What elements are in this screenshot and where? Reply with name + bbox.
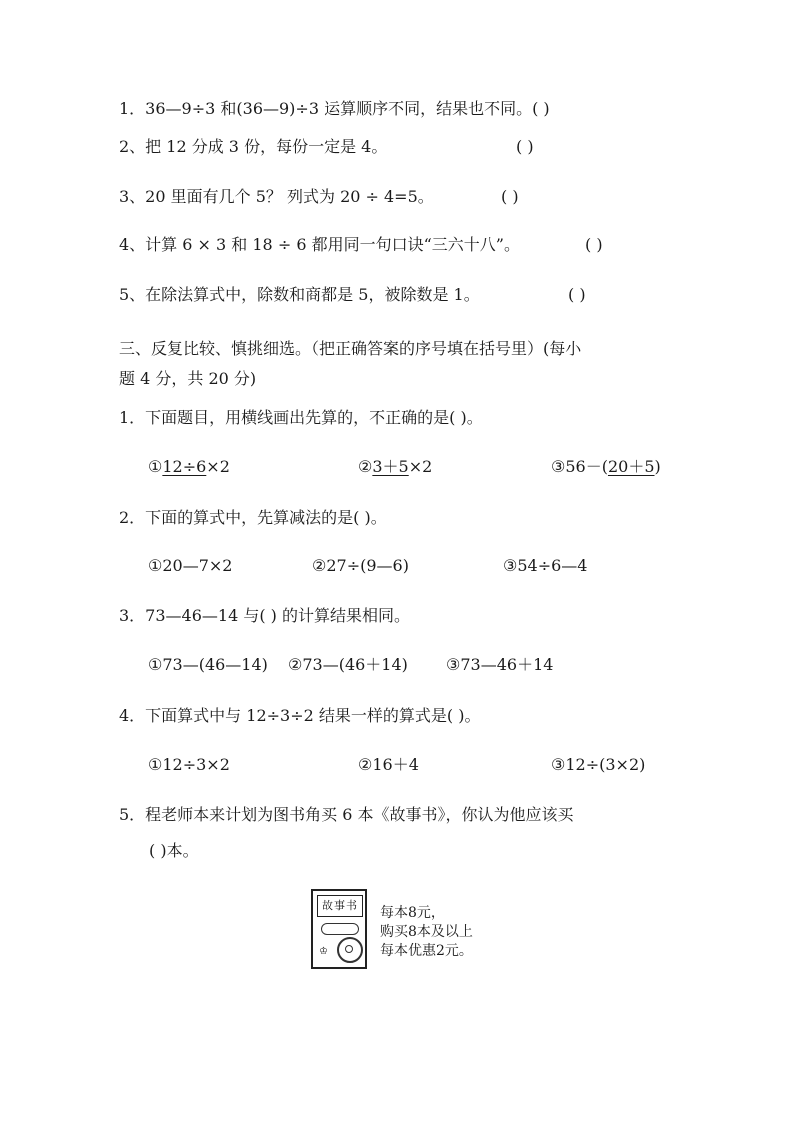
judge-item-2: 2、把 12 分成 3 份，每份一定是 4。 [119, 137, 388, 156]
book-cover-title: 故事书 [317, 895, 363, 917]
question-1-option-3[interactable]: ③56－(20＋5) [551, 457, 661, 476]
question-2-option-3[interactable]: ③54÷6—4 [503, 556, 588, 575]
question-4-option-3[interactable]: ③12÷(3×2) [551, 755, 646, 774]
question-1-option-1[interactable]: ①12÷6×2 [148, 457, 230, 476]
price-note-line-1: 每本8元， [380, 905, 445, 921]
question-5-stem: 5．程老师本来计划为图书角买 6 本《故事书》，你认为他应该买 [119, 805, 574, 824]
price-note-line-3: 每本优惠2元。 [380, 943, 473, 959]
judge-item-5: 5、在除法算式中，除数和商都是 5，被除数是 1。 [119, 285, 480, 304]
section-3-heading: 三、反复比较、慎挑细选。（把正确答案的序号填在括号里）(每小 [119, 339, 582, 358]
judge-item-4: 4、计算 6 × 3 和 18 ÷ 6 都用同一句口诀“三六十八”。 [119, 235, 520, 254]
question-2-option-2[interactable]: ②27÷(9—6) [312, 556, 409, 575]
answer-paren-3[interactable]: ( ) [501, 187, 519, 206]
question-1-stem: 1．下面题目，用横线画出先算的，不正确的是( )。 [119, 408, 483, 427]
question-3-stem: 3．73—46—14 与( ) 的计算结果相同。 [119, 606, 411, 625]
price-note-line-2: 购买8本及以上 [380, 924, 473, 940]
question-5-answer[interactable]: ( )本。 [149, 841, 199, 860]
question-3-option-2[interactable]: ②73—(46＋14) [288, 655, 408, 674]
answer-paren-2[interactable]: ( ) [516, 137, 534, 156]
question-1-option-2[interactable]: ②3＋5×2 [358, 457, 433, 476]
question-4-stem: 4．下面算式中与 12÷3÷2 结果一样的算式是( )。 [119, 706, 481, 725]
answer-paren-4[interactable]: ( ) [585, 235, 603, 254]
cloud-icon [321, 923, 359, 935]
question-2-option-1[interactable]: ①20—7×2 [148, 556, 233, 575]
question-3-option-3[interactable]: ③73—46＋14 [446, 655, 554, 674]
question-2-stem: 2．下面的算式中，先算减法的是( )。 [119, 508, 387, 527]
question-4-option-2[interactable]: ②16＋4 [358, 755, 419, 774]
question-3-option-1[interactable]: ①73—(46—14) [148, 655, 268, 674]
lion-icon [337, 937, 363, 963]
storybook-illustration [311, 889, 367, 969]
question-4-option-1[interactable]: ①12÷3×2 [148, 755, 230, 774]
crown-icon: ♔ [319, 946, 328, 957]
judge-item-1: 1．36—9÷3 和(36—9)÷3 运算顺序不同，结果也不同。( ) [119, 99, 550, 118]
answer-paren-5[interactable]: ( ) [568, 285, 586, 304]
section-3-heading-cont: 题 4 分，共 20 分) [119, 369, 257, 388]
judge-item-3: 3、20 里面有几个 5？ 列式为 20 ÷ 4=5。 [119, 187, 434, 206]
